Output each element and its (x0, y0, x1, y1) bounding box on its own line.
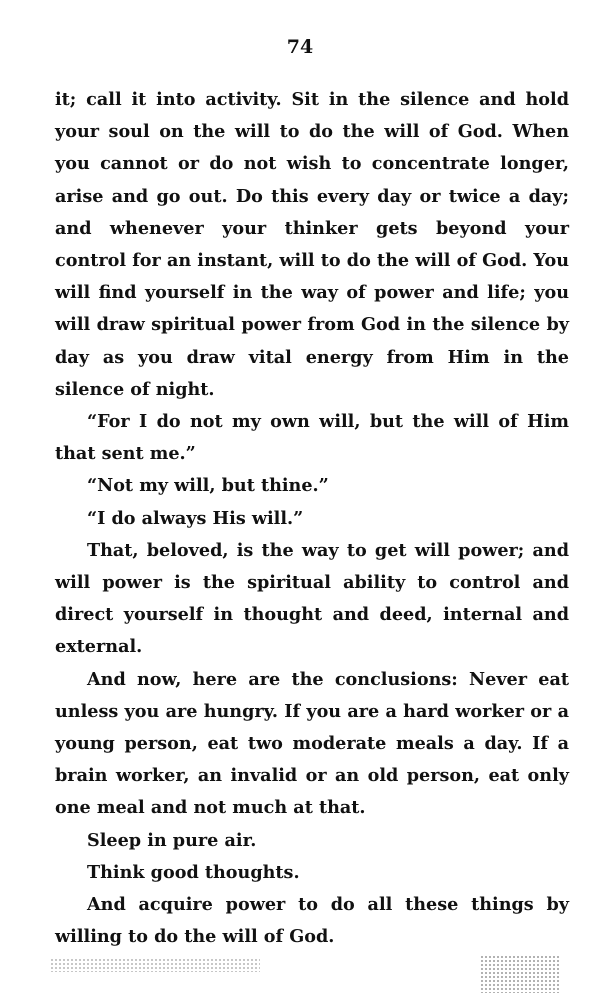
paragraph-acquire-power: And acquire power to do all these things by willing to do the will of God. (55, 894, 569, 948)
paragraph-quote-2: “Not my will, but thine.” (87, 475, 329, 497)
page-body (55, 84, 569, 953)
scan-noise-right (480, 955, 560, 993)
paragraph-will-power: That, beloved, is the way to get will power; and will power is the spiritual ability to control and direct yourself in thought and deed, internal and external. (55, 539, 569, 658)
paragraph-conclusions: And now, here are the conclusions: Never eat unless you are hungry. If you are a hard worker or a young person, eat two moderate meals a day. If a brain worker, an invalid or an old person, eat only one meal and not much at that. (55, 668, 569, 819)
paragraph-quote-1: “For I do not my own will, but the will of Him that sent me.” (55, 411, 569, 465)
page-number: 74 (286, 36, 314, 58)
paragraph-continuation: it; call it into activity. Sit in the silence and hold your soul on the will to do the will of God. When you cannot or do not wish to concentrate longer, arise and go out. Do this every day or twice a day; and whenever your thinker gets beyond your control for an instant, will to do the will of God. You will find yourself in the way of power and life; you will draw spiritual power from God in the silence by day as you draw vital energy from Him in the silence of night. (55, 89, 569, 400)
scan-noise-left (50, 958, 260, 972)
paragraph-sleep: Sleep in pure air. (87, 829, 257, 851)
paragraph-quote-3: “I do always His will.” (87, 507, 304, 529)
paragraph-think: Think good thoughts. (87, 861, 300, 883)
